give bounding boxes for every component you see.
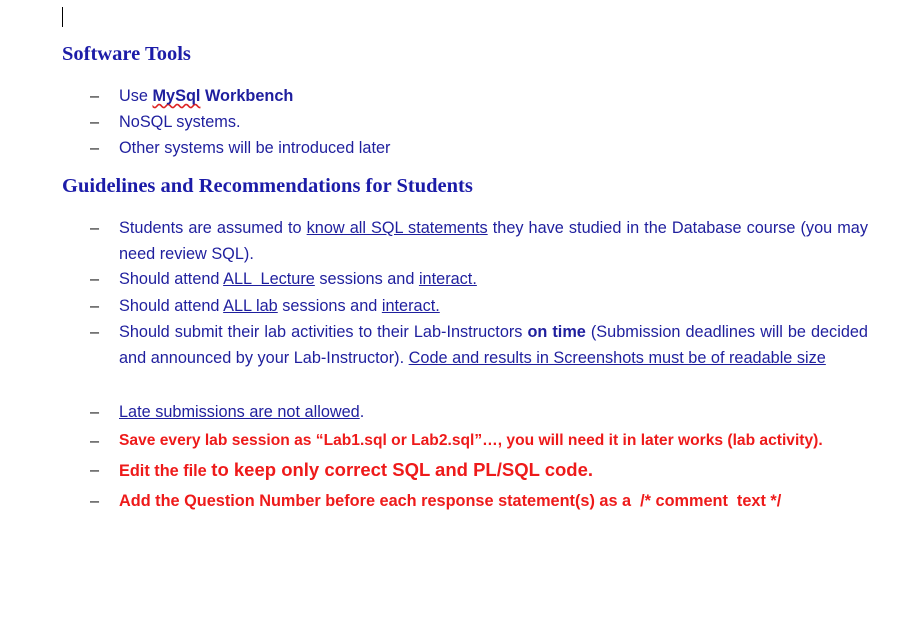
list-item: – Other systems will be introduced later — [90, 135, 868, 161]
list-item: – Edit the file to keep only correct SQL and PL/SQL code. — [90, 457, 868, 484]
dash-bullet: – — [90, 113, 100, 131]
list-item: – Add the Question Number before each response statement(s) as a /* comment text */ — [90, 488, 868, 514]
section-heading-guidelines: Guidelines and Recommendations for Students — [62, 175, 473, 197]
dash-bullet: – — [90, 139, 100, 157]
list-item: – Use MySql Workbench — [90, 83, 868, 109]
spellcheck-flagged-word: MySql — [152, 87, 201, 105]
dash-bullet: – — [90, 461, 100, 479]
list-item: – Save every lab session as “Lab1.sql or Lab2.sql”…, you will need it in later works (lab activity). — [90, 428, 868, 454]
dash-bullet: – — [90, 270, 100, 288]
dash-bullet: – — [90, 403, 100, 421]
list-item: – Late submissions are not allowed. — [90, 399, 868, 425]
dash-bullet: – — [90, 492, 100, 510]
list-item: – Should attend ALL Lecture sessions and interact. — [90, 266, 868, 292]
dash-bullet: – — [90, 323, 100, 341]
dash-bullet: – — [90, 219, 100, 237]
section-heading-software-tools: Software Tools — [62, 43, 191, 65]
list-item: – Should submit their lab activities to their Lab-Instructors on time (Submission deadlines will be decided and announced by your Lab-Instructor). Code and results in Screenshots must be of readable size — [90, 319, 868, 371]
list-item: – NoSQL systems. — [90, 109, 868, 135]
list-item: – Students are assumed to know all SQL statements they have studied in the Database course (you may need review SQL). — [90, 215, 868, 267]
dash-bullet: – — [90, 432, 100, 450]
text-cursor — [62, 7, 63, 27]
dash-bullet: – — [90, 87, 100, 105]
list-item: – Should attend ALL lab sessions and interact. — [90, 293, 868, 319]
dash-bullet: – — [90, 297, 100, 315]
